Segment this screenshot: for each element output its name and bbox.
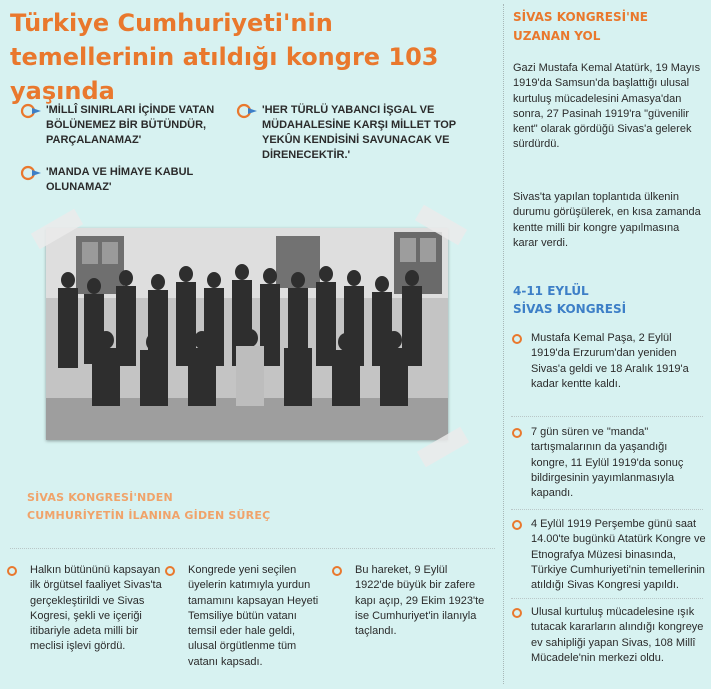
article-title: Türkiye Cumhuriyeti'nin temellerinin atıldığı kongre 103 yaşında [10,9,439,105]
process-column-1 [30,563,165,655]
quote-bullet-icon [20,103,42,119]
process-column-3 [355,563,485,639]
bullet-icon [511,607,523,619]
sidebar-item-text: 4 Eylül 1919 Perşembe günü saat 14.00'te bugünkü Atatürk Kongre ve Etnografya Müzesi binasında, Türkiye Cumhuriyeti'nin temellerinin atıldığı Sivas Kongresi yapıldı. [531,518,706,592]
quote-bullet-icon [236,103,258,119]
sidebar-heading-2-line2: SİVAS KONGRESİ [513,302,627,316]
sidebar-paragraph-1: Gazi Mustafa Kemal Atatürk, 19 Mayıs 1919'da Samsun'da başlattığı ulusal kurtuluş mücadelesini Amasya'dan sonra, 27 Pasinah 1919'ra "güvenilir kent" olarak gördüğü Sivas'a gelerek sürdürdü. [513,62,701,151]
section-divider [10,548,495,549]
process-heading-line1: SİVAS KONGRESİ'NDEN [27,491,173,504]
bullet-icon [511,333,523,345]
group-photograph [46,228,448,440]
bullet-icon [511,519,523,531]
sidebar-item-text: 7 gün süren ve "manda" tartışmalarının da yaşandığı kongre, 11 Eylül 1919'da sonuç bildirgesinin yayımlanmasıyla kapandı. [531,426,684,500]
process-heading-line2: CUMHURİYETİN İLANINA GİDEN SÜREÇ [27,509,271,522]
sidebar-item-divider [511,416,703,417]
sidebar-item-text: Mustafa Kemal Paşa, 2 Eylül 1919'da Erzurum'dan yeniden Sivas'a geldi ve 18 Aralık 1919'a kadar kentte kaldı. [531,332,689,390]
congress-photo [38,220,458,460]
bullet-icon [164,565,176,577]
quote-text: 'MİLLÎ SINIRLARI İÇİNDE VATAN BÖLÜNEMEZ BİR BÜTÜNDÜR, PARÇALANAMAZ' [46,104,215,146]
process-column-2 [188,563,324,670]
sidebar-list-item [531,605,706,666]
sidebar-paragraph-2: Sivas'ta yapılan toplantıda ülkenin durumu görüşülerek, en kısa zamanda kentte milli bir kongre yapılmasına karar verdi. [513,191,701,249]
quote-text: 'HER TÜRLÜ YABANCI İŞGAL VE MÜDAHALESİNE KARŞI MİLLET TOP YEKÛN KENDİSİNİ SAVUNACAK VE DİRENECEKTİR.' [262,104,456,161]
sidebar-list-item [531,425,706,501]
bullet-icon [331,565,343,577]
sidebar-list-item [531,517,706,593]
sidebar-heading-1-line2: UZANAN YOL [513,29,601,43]
quote-occupation [262,103,472,163]
sidebar-item-divider [511,598,703,599]
process-text-1: Halkın bütününü kapsayan ilk örgütsel faaliyet Sivas'ta gerçekleştirildi ve Sivas Kogresi, şekli ve içeriği itibariyle adeta milli bir meclisi işlevi gördü. [30,564,162,653]
photograph-image [46,228,448,440]
bullet-icon [511,427,523,439]
sidebar-list-item [531,331,706,392]
sidebar-item-text: Ulusal kurtuluş mücadelesine ışık tutacak kararların alındığı kongreye ev sahipliği yapan Sivas, 108 Millî Mücadele'nin merkezi oldu. [531,606,704,664]
quote-bullet-icon [20,165,42,181]
sidebar-heading-1-line1: SİVAS KONGRESİ'NE [513,10,648,24]
process-text-3: Bu hareket, 9 Eylül 1922'de büyük bir zafere kapı açıp, 29 Ekim 1923'te ise Cumhuriyet'in ilanıyla taçlandı. [355,564,485,638]
quote-text: 'MANDA VE HİMAYE KABUL OLUNAMAZ' [46,166,194,193]
sidebar-heading-2-line1: 4-11 EYLÜL [513,284,589,298]
bullet-icon [6,565,18,577]
sidebar-item-divider [511,509,703,510]
sidebar-divider [503,4,504,684]
quote-national-borders [46,103,226,148]
quote-mandate [46,165,206,195]
process-text-2: Kongrede yeni seçilen üyelerin katımıyla yurdun tamamını kapsayan Heyeti Temsiliye bütün vatanı temsil eder hale geldi, ulusal örgütlenme tüm vatanı kapsadı. [188,564,319,668]
